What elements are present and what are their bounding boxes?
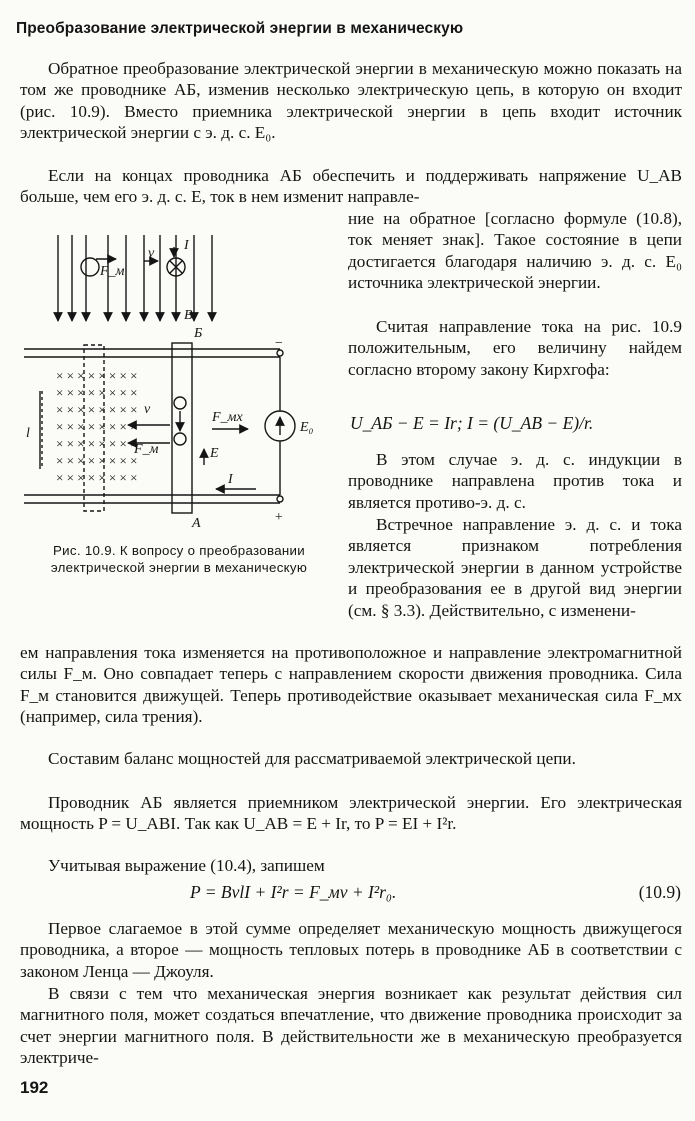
- label-fm: F_м: [100, 264, 125, 279]
- label-fmx: F_мх: [212, 410, 243, 425]
- label-plus: +: [274, 510, 284, 525]
- svg-text:× × × × × × × ×: × × × × × × × ×: [56, 470, 138, 485]
- label-b: B: [184, 308, 193, 323]
- label-v: v: [148, 246, 155, 261]
- paragraph-1: Обратное преобразование электрической энергии в механическую можно показать на том же проводнике АБ, изменив несколько электрическую цепь, в которую он входит (рис. 10.9). Вместо приемника электрической энергии в цепь входит источник электрической энергии с э. д. с. E₀.: [20, 59, 682, 143]
- svg-text:× × × × × × × ×: × × × × × × × ×: [56, 368, 138, 383]
- figure-10-9: [16, 225, 340, 535]
- power-formula: P = BvlI + I²r = F_мv + I²r₀.: [190, 882, 397, 902]
- svg-text:× × × × × × × ×: × × × × × × × ×: [56, 385, 138, 400]
- paragraph-8: Учитывая выражение (10.4), запишем: [48, 856, 325, 875]
- paragraph-3: Считая направление тока на рис. 10.9 положительным, его величину найдем согласно второму закону Кирхгофа:: [348, 317, 682, 379]
- paragraph-10: В связи с тем что механическая энергия возникает как результат действия сил магнитного поля, может создаться впечатление, что движение проводника происходит за счет энергии магнитного поля. В действительности же в механическую преобразуется электриче-: [20, 984, 682, 1068]
- paragraph-4: В этом случае э. д. с. индукции в проводнике направлена против тока и является противо-э. д. с.: [348, 450, 682, 512]
- equation-number: (10.9): [638, 882, 681, 902]
- label-minus: −: [274, 336, 284, 351]
- paragraph-5-full: ем направления тока изменяется на противоположное и направление электромагнитной силы F_м. Оно совпадает теперь с направлением скорости движения проводника. Сила F_м становится движущей. Теперь противодействие оказывает механическая сила F_мх (например, сила трения).: [20, 643, 682, 727]
- label-a-bottom: А: [192, 516, 201, 531]
- svg-text:× × × × × × × ×: × × × × × × × ×: [56, 419, 138, 434]
- svg-text:× × × × × × × ×: × × × × × × × ×: [56, 436, 138, 451]
- section-heading: Преобразование электрической энергии в механическую: [16, 20, 464, 37]
- label-e0: E₀: [300, 420, 314, 435]
- figure-caption: Рис. 10.9. К вопросу о преобразовании электрической энергии в механическую: [50, 543, 308, 575]
- paragraph-2-column: ние на обратное [согласно формуле (10.8), ток меняет знак]. Такое состояние в цепи достигается благодаря наличию э. д. с. E₀ источника электрической энергии.: [348, 209, 682, 293]
- label-fm-mid: F_м: [134, 442, 159, 457]
- label-i: I: [184, 238, 189, 253]
- paragraph-6: Составим баланс мощностей для рассматриваемой электрической цепи.: [48, 749, 576, 768]
- paragraph-2-full: Если на концах проводника АБ обеспечить и поддерживать напряжение U_AB больше, чем его э. д. с. E, ток в нем изменит направле-: [20, 166, 682, 207]
- paragraph-7: Проводник АБ является приемником электрической энергии. Его электрическая мощность P = U_ABI. Так как U_AB = E + Ir, то P = EI + I²r.: [20, 793, 682, 834]
- svg-text:× × × × × × × ×: × × × × × × × ×: [56, 402, 138, 417]
- kirchhoff-formula: U_AБ − E = Ir; I = (U_AB − E)/r.: [350, 413, 594, 433]
- label-e: E: [210, 446, 219, 461]
- svg-text:× × × × × × × ×: × × × × × × × ×: [56, 453, 138, 468]
- label-v-mid: v: [144, 402, 151, 417]
- page-number: 192: [20, 1078, 49, 1097]
- label-i-lower: I: [228, 472, 233, 487]
- paragraph-9: Первое слагаемое в этой сумме определяет механическую мощность движущегося проводника, а второе — мощность тепловых потерь в проводнике АБ в соответствии с законом Ленца — Джоуля.: [20, 919, 682, 981]
- label-l: l: [26, 426, 30, 441]
- paragraph-5-column: Встречное направление э. д. с. и тока является признаком потребления электрической энергии в данном устройстве и преобразования ее в другой вид энергии (см. § 3.3). Действительно, с изменени-: [348, 515, 682, 620]
- label-b-top: Б: [194, 326, 203, 341]
